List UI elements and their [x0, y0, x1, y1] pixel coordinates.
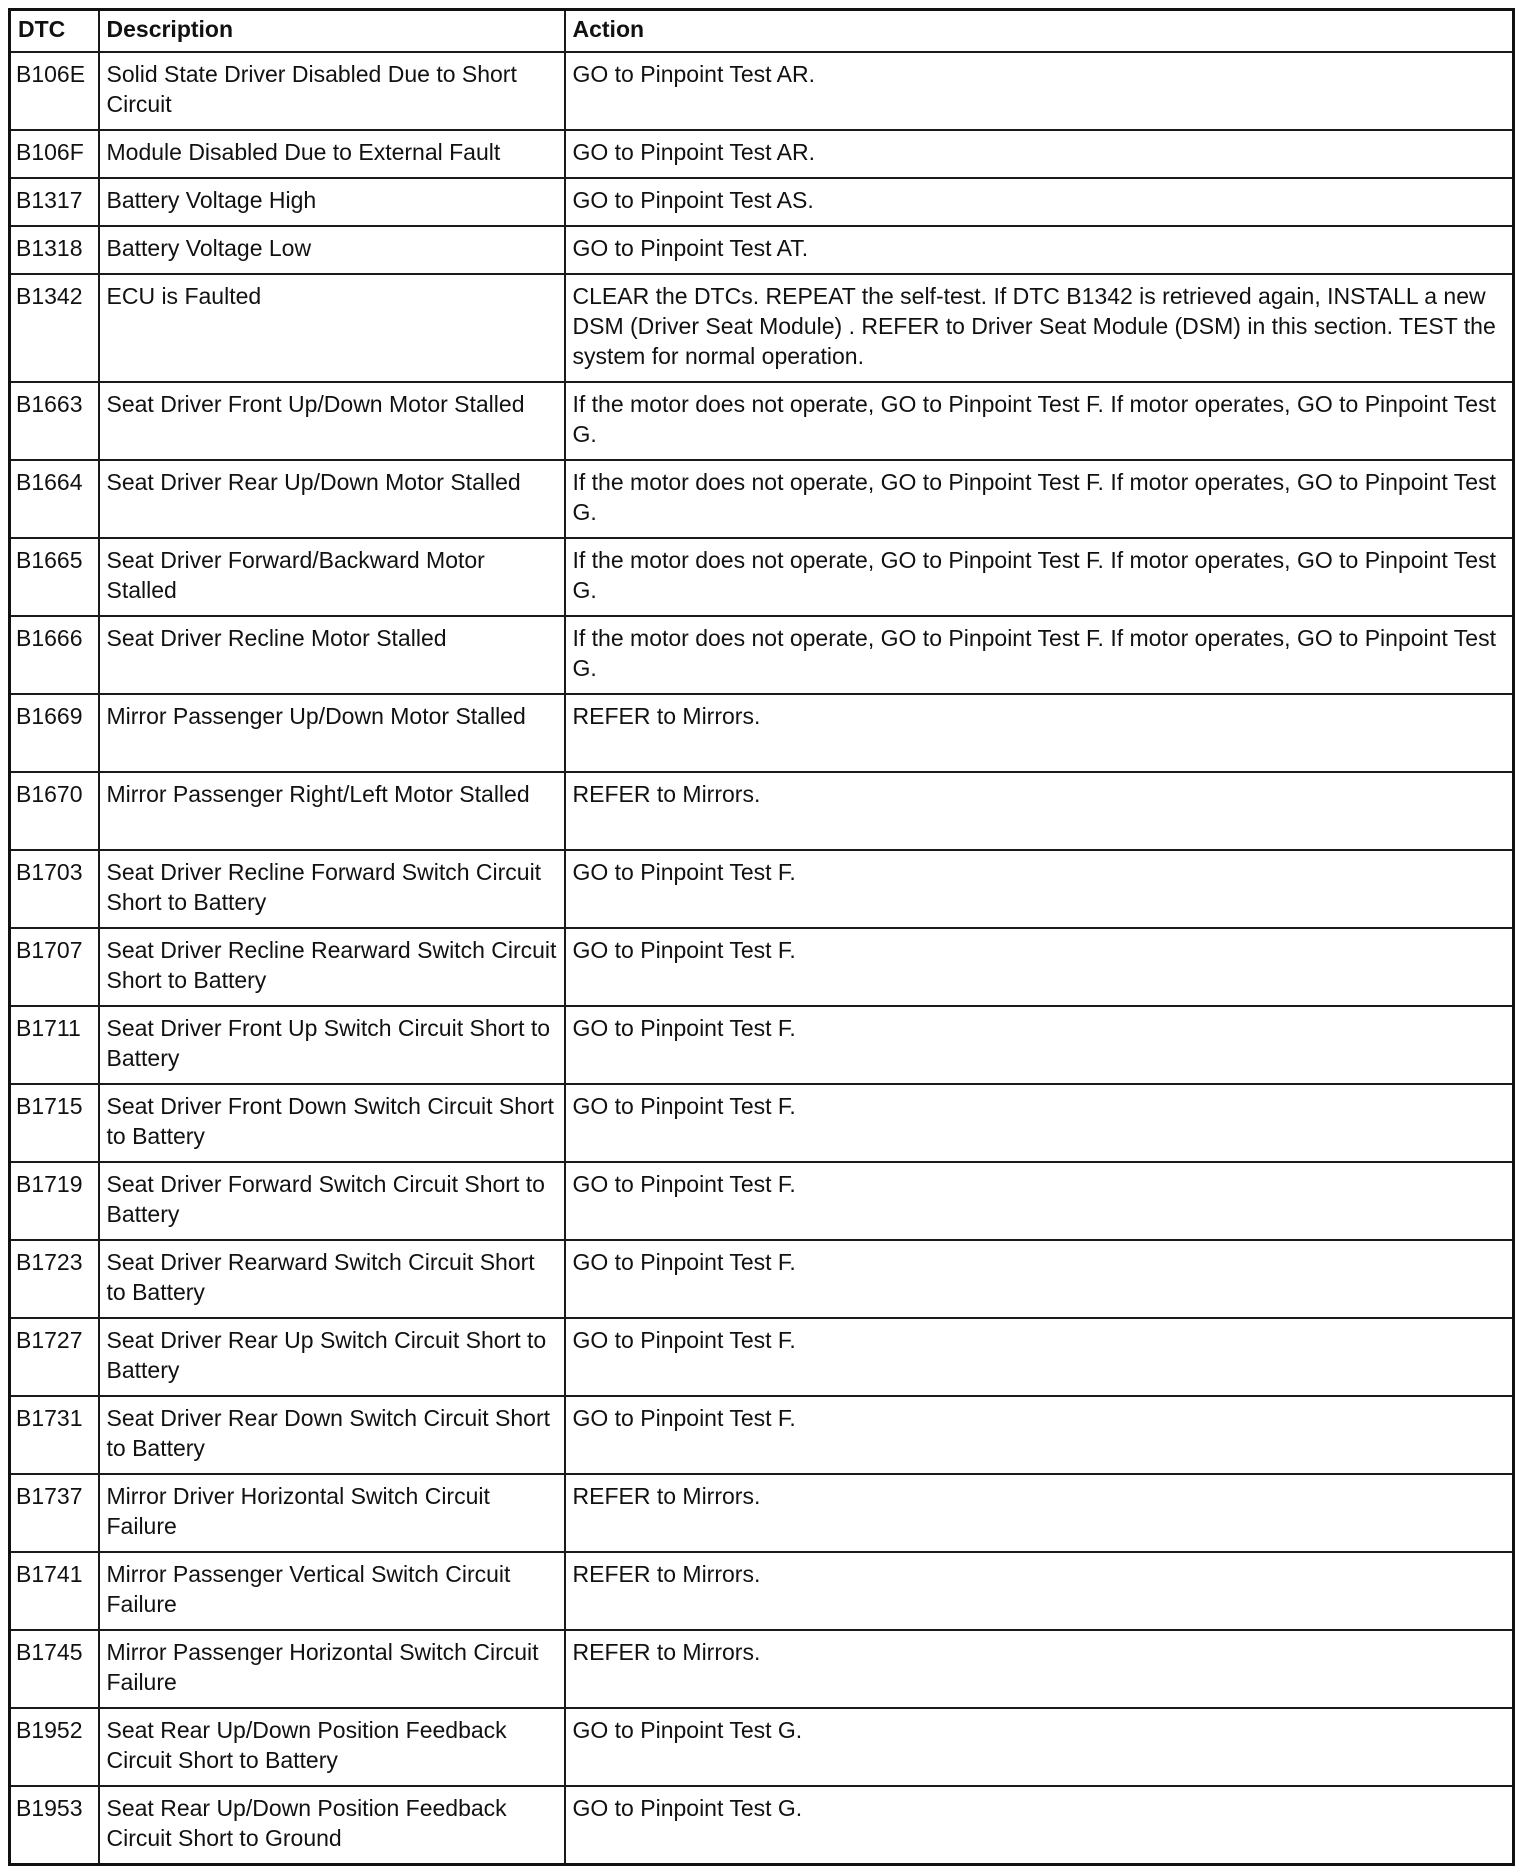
table-row — [10, 538, 1514, 616]
dtc-action: GO to Pinpoint Test G. — [565, 1786, 1514, 1864]
table-row — [10, 1318, 1514, 1396]
dtc-description: Seat Driver Forward Switch Circuit Short to Battery — [99, 1162, 565, 1240]
table-row — [10, 274, 1514, 382]
dtc-code: B1342 — [10, 274, 99, 382]
table-row — [10, 850, 1514, 928]
dtc-code: B1711 — [10, 1006, 99, 1084]
table-row — [10, 1006, 1514, 1084]
dtc-code: B1953 — [10, 1786, 99, 1864]
dtc-description: Mirror Passenger Right/Left Motor Stalled — [99, 772, 565, 850]
dtc-code: B1670 — [10, 772, 99, 850]
dtc-description: Seat Driver Front Down Switch Circuit Short to Battery — [99, 1084, 565, 1162]
dtc-code: B1318 — [10, 226, 99, 274]
table-row — [10, 1240, 1514, 1318]
dtc-description: Seat Driver Rear Up Switch Circuit Short to Battery — [99, 1318, 565, 1396]
dtc-description: Seat Driver Rearward Switch Circuit Short to Battery — [99, 1240, 565, 1318]
table-row — [10, 1396, 1514, 1474]
dtc-action: GO to Pinpoint Test F. — [565, 928, 1514, 1006]
table-row — [10, 52, 1514, 130]
dtc-action: GO to Pinpoint Test F. — [565, 1240, 1514, 1318]
dtc-action: REFER to Mirrors. — [565, 1474, 1514, 1552]
dtc-description: Mirror Passenger Horizontal Switch Circuit Failure — [99, 1630, 565, 1708]
table-row — [10, 616, 1514, 694]
dtc-description: Seat Rear Up/Down Position Feedback Circuit Short to Battery — [99, 1708, 565, 1786]
header-description: Description — [99, 10, 565, 53]
dtc-action: If the motor does not operate, GO to Pinpoint Test F. If motor operates, GO to Pinpoint Test G. — [565, 460, 1514, 538]
table-row — [10, 178, 1514, 226]
table-row — [10, 460, 1514, 538]
dtc-description: Seat Rear Up/Down Position Feedback Circuit Short to Ground — [99, 1786, 565, 1864]
table-row — [10, 1630, 1514, 1708]
dtc-action: GO to Pinpoint Test F. — [565, 1084, 1514, 1162]
dtc-description: Seat Driver Recline Forward Switch Circuit Short to Battery — [99, 850, 565, 928]
table-row — [10, 382, 1514, 460]
dtc-code: B1664 — [10, 460, 99, 538]
dtc-description: Solid State Driver Disabled Due to Short Circuit — [99, 52, 565, 130]
dtc-action: REFER to Mirrors. — [565, 772, 1514, 850]
table-row — [10, 1162, 1514, 1240]
table-row — [10, 1708, 1514, 1786]
dtc-code: B1737 — [10, 1474, 99, 1552]
dtc-code: B106F — [10, 130, 99, 178]
dtc-code: B1715 — [10, 1084, 99, 1162]
dtc-action: REFER to Mirrors. — [565, 1552, 1514, 1630]
dtc-description: Battery Voltage Low — [99, 226, 565, 274]
table-body — [10, 52, 1514, 1864]
table-row — [10, 1552, 1514, 1630]
dtc-action: GO to Pinpoint Test AS. — [565, 178, 1514, 226]
dtc-action: GO to Pinpoint Test AT. — [565, 226, 1514, 274]
dtc-code: B1727 — [10, 1318, 99, 1396]
dtc-description: Mirror Driver Horizontal Switch Circuit Failure — [99, 1474, 565, 1552]
dtc-code: B1669 — [10, 694, 99, 772]
dtc-action: REFER to Mirrors. — [565, 1630, 1514, 1708]
dtc-description: Seat Driver Front Up Switch Circuit Short to Battery — [99, 1006, 565, 1084]
dtc-code: B1666 — [10, 616, 99, 694]
dtc-description: Mirror Passenger Vertical Switch Circuit Failure — [99, 1552, 565, 1630]
dtc-action: If the motor does not operate, GO to Pinpoint Test F. If motor operates, GO to Pinpoint Test G. — [565, 616, 1514, 694]
dtc-description: ECU is Faulted — [99, 274, 565, 382]
dtc-table — [8, 8, 1515, 1866]
dtc-code: B1317 — [10, 178, 99, 226]
dtc-description: Module Disabled Due to External Fault — [99, 130, 565, 178]
dtc-action: If the motor does not operate, GO to Pinpoint Test F. If motor operates, GO to Pinpoint Test G. — [565, 538, 1514, 616]
table-row — [10, 226, 1514, 274]
dtc-code: B1665 — [10, 538, 99, 616]
table-header — [10, 10, 1514, 53]
dtc-action: GO to Pinpoint Test F. — [565, 1162, 1514, 1240]
dtc-action: CLEAR the DTCs. REPEAT the self-test. If DTC B1342 is retrieved again, INSTALL a new DSM (Driver Seat Module) . REFER to Driver Seat Module (DSM) in this section. TEST the system for normal operation. — [565, 274, 1514, 382]
table-row — [10, 1084, 1514, 1162]
dtc-code: B1723 — [10, 1240, 99, 1318]
header-dtc: DTC — [10, 10, 99, 53]
table-row — [10, 928, 1514, 1006]
dtc-action: If the motor does not operate, GO to Pinpoint Test F. If motor operates, GO to Pinpoint Test G. — [565, 382, 1514, 460]
dtc-action: GO to Pinpoint Test F. — [565, 850, 1514, 928]
table-row — [10, 772, 1514, 850]
dtc-code: B1952 — [10, 1708, 99, 1786]
dtc-action: GO to Pinpoint Test AR. — [565, 52, 1514, 130]
table-row — [10, 1474, 1514, 1552]
dtc-code: B1707 — [10, 928, 99, 1006]
dtc-action: REFER to Mirrors. — [565, 694, 1514, 772]
dtc-code: B1719 — [10, 1162, 99, 1240]
dtc-description: Seat Driver Rear Up/Down Motor Stalled — [99, 460, 565, 538]
dtc-description: Seat Driver Forward/Backward Motor Stalled — [99, 538, 565, 616]
dtc-action: GO to Pinpoint Test AR. — [565, 130, 1514, 178]
dtc-action: GO to Pinpoint Test G. — [565, 1708, 1514, 1786]
table-row — [10, 1786, 1514, 1864]
table-row — [10, 130, 1514, 178]
dtc-code: B1703 — [10, 850, 99, 928]
dtc-code: B1731 — [10, 1396, 99, 1474]
dtc-action: GO to Pinpoint Test F. — [565, 1396, 1514, 1474]
header-row — [10, 10, 1514, 53]
dtc-description: Mirror Passenger Up/Down Motor Stalled — [99, 694, 565, 772]
dtc-description: Seat Driver Recline Rearward Switch Circuit Short to Battery — [99, 928, 565, 1006]
dtc-description: Seat Driver Recline Motor Stalled — [99, 616, 565, 694]
dtc-action: GO to Pinpoint Test F. — [565, 1006, 1514, 1084]
dtc-description: Seat Driver Rear Down Switch Circuit Short to Battery — [99, 1396, 565, 1474]
dtc-description: Seat Driver Front Up/Down Motor Stalled — [99, 382, 565, 460]
dtc-code: B1663 — [10, 382, 99, 460]
dtc-document-page — [8, 8, 1512, 1866]
dtc-code: B1741 — [10, 1552, 99, 1630]
dtc-action: GO to Pinpoint Test F. — [565, 1318, 1514, 1396]
dtc-description: Battery Voltage High — [99, 178, 565, 226]
dtc-code: B1745 — [10, 1630, 99, 1708]
dtc-code: B106E — [10, 52, 99, 130]
header-action: Action — [565, 10, 1514, 53]
table-row — [10, 694, 1514, 772]
